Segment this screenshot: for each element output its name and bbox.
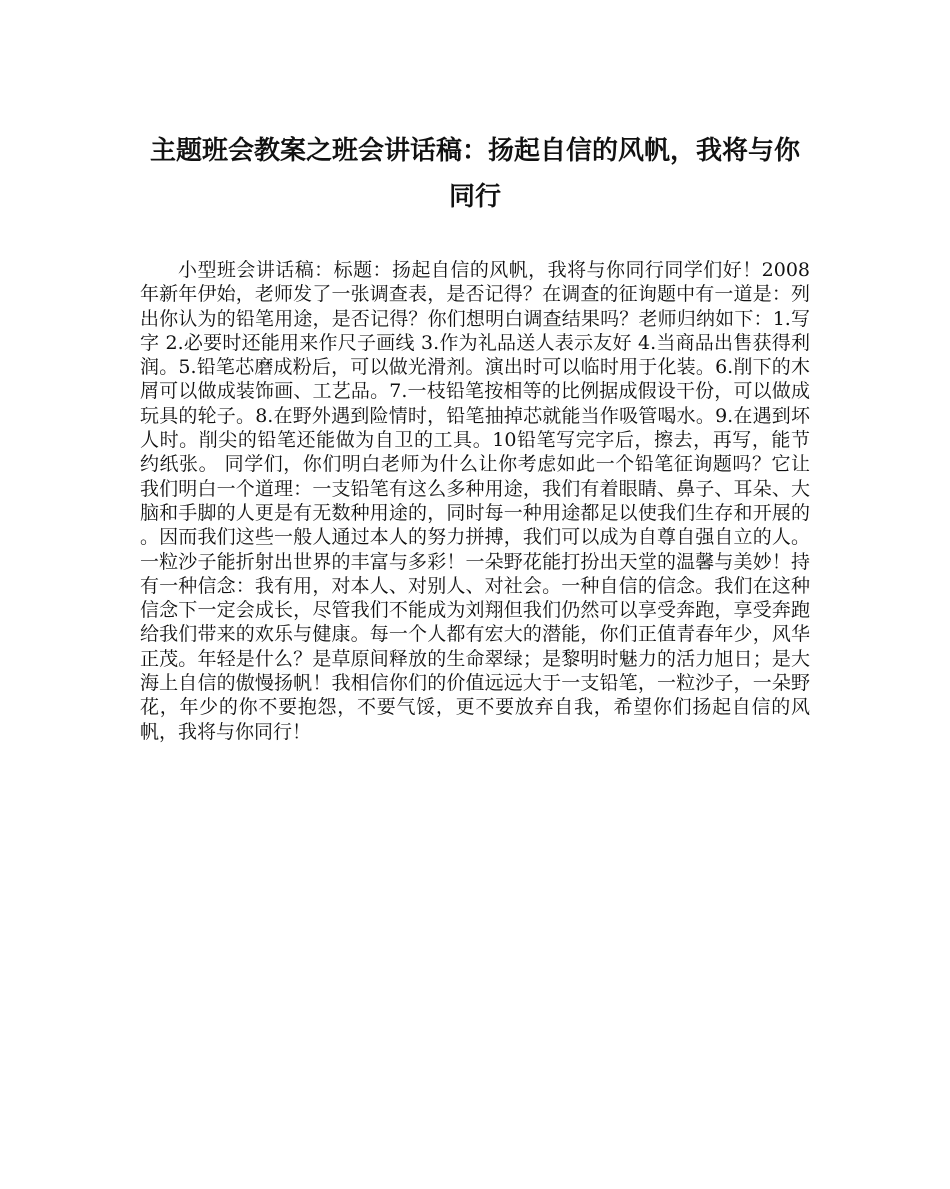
- document-title: 主题班会教案之班会讲话稿：扬起自信的风帆，我将与你同行: [149, 136, 800, 212]
- document-body: 小型班会讲话稿：标题：扬起自信的风帆，我将与你同行同学们好！2008年新年伊始，老师发了一张调查表，是否记得？在调查的征询题中有一道是：列出你认为的铅笔用途，是否记得？你们想明白调查结果吗？老师归纳如下：1.写字 2.必要时还能用来作尺子画线 3.作为礼品送人表示友好 4.当商品出售获得利润。5.铅笔芯磨成粉后，可以做光滑剂。演出时可以临时用于化装。6.削下的木屑可以做成装饰画、工艺品。7.一枝铅笔按相等的比例据成假设干份，可以做成玩具的轮子。8.在野外遇到险情时，铅笔抽掉芯就能当作吸管喝水。9.在遇到坏人时。削尖的铅笔还能做为自卫的工具。10铅笔写完字后，擦去，再写，能节约纸张。 同学们，你们明白老师为什么让你考虑如此一个铅笔征询题吗？它让我们明白一个道理：一支铅笔有这么多种用途，我们有着眼睛、鼻子、耳朵、大脑和手脚的人更是有无数种用途的，同时每一种用途都足以使我们生存和开展的 。因而我们这些一般人通过本人的努力拼搏，我们可以成为自尊自强自立的人。一粒沙子能折射出世界的丰富与多彩！一朵野花能打扮出天堂的温馨与美妙！持有一种信念：我有用，对本人、对别人、对社会。一种自信的信念。我们在这种信念下一定会成长，尽管我们不能成为刘翔但我们仍然可以享受奔跑，享受奔跑给我们带来的欢乐与健康。每一个人都有宏大的潜能，你们正值青春年少，风华正茂。年轻是什么？是草原间释放的生命翠绿；是黎明时魅力的活力旭日；是大海上自信的傲慢扬帆！我相信你们的价值远远大于一支铅笔，一粒沙子，一朵野花，年少的你不要抱怨，不要气馁，更不要放弃自我，希望你们扬起自信的风帆，我将与你同行！: [140, 259, 810, 743]
